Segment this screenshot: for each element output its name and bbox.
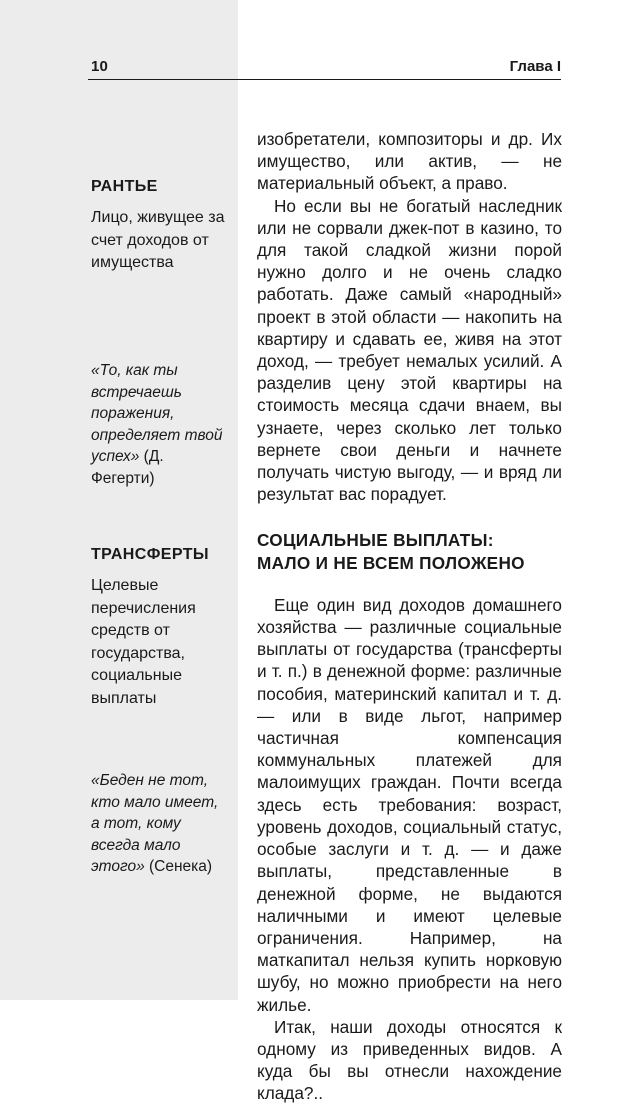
quote-author: (Сенека): [149, 858, 213, 875]
paragraph: Итак, наши доходы относятся к одному из приведенных видов. А куда бы вы отнесли нахождение клада?..: [257, 1016, 562, 1104]
quote-text: «То, как ты встречаешь поражения, определяет твой успех»: [91, 362, 223, 465]
main-text: [257, 128, 562, 1105]
sidebar-term-rentier: [91, 178, 227, 275]
paragraph: изобретатели, композиторы и др. Их имущество, или актив, — не материальный объект, а право.: [257, 129, 562, 194]
header-divider: [88, 79, 561, 80]
paragraph: Еще один вид доходов домашнего хозяйства — различные социальные выплаты от государства (трансферты и т. п.) в денежной форме: различные пособия, материнский капитал и т. д. — или в виде льгот, например частичная компенсация коммунальных платежей для малоимущих граждан. Почти всегда здесь есть требования: возраст, уровень доходов, социальный статус, особые заслуги и т. д. — и даже выплаты, представленные в денежной форме, не выдаются наличными и имеют целевые ограничения. Например, на маткапитал нельзя купить норковую шубу, но можно приобрести на него жилье.: [257, 594, 562, 1015]
term-title: ТРАНСФЕРТЫ: [91, 546, 209, 563]
quote-author: (Д. Фегерти): [91, 448, 164, 487]
heading-line: МАЛО И НЕ ВСЕМ ПОЛОЖЕНО: [257, 552, 525, 573]
sidebar-quote-fegerty: [91, 360, 227, 489]
sidebar-term-transfers: [91, 546, 227, 710]
paragraph: Но если вы не богатый наследник или не сорвали джек-пот в казино, то для такой сладкой жизни порой нужно долго и не очень сладко работать. Даже самый «народный» проект в этой области — накопить на квартиру и сдавать ее, живя на этот доход, — требует немалых усилий. А разделив цену этой квартиры на стоимость месяца сдачи внаем, вы узнаете, через сколько лет только вернете свои деньги и начнете получать чистую выгоду, — и вряд ли результат вас порадует.: [257, 195, 562, 505]
page-number: 10: [91, 58, 109, 75]
term-title: РАНТЬЕ: [91, 178, 158, 195]
quote-text: «Беден не тот, кто мало имеет, а тот, кому всегда мало этого»: [91, 772, 219, 875]
term-definition: Лицо, живущее за счет доходов от имущества: [91, 209, 225, 271]
section-heading: [257, 529, 562, 573]
sidebar-quote-seneca: [91, 770, 227, 878]
heading-line: СОЦИАЛЬНЫЕ ВЫПЛАТЫ:: [257, 530, 494, 551]
chapter-title: Глава I: [509, 58, 561, 75]
term-definition: Целевые перечисления средств от государства, социальные выплаты: [91, 577, 196, 707]
